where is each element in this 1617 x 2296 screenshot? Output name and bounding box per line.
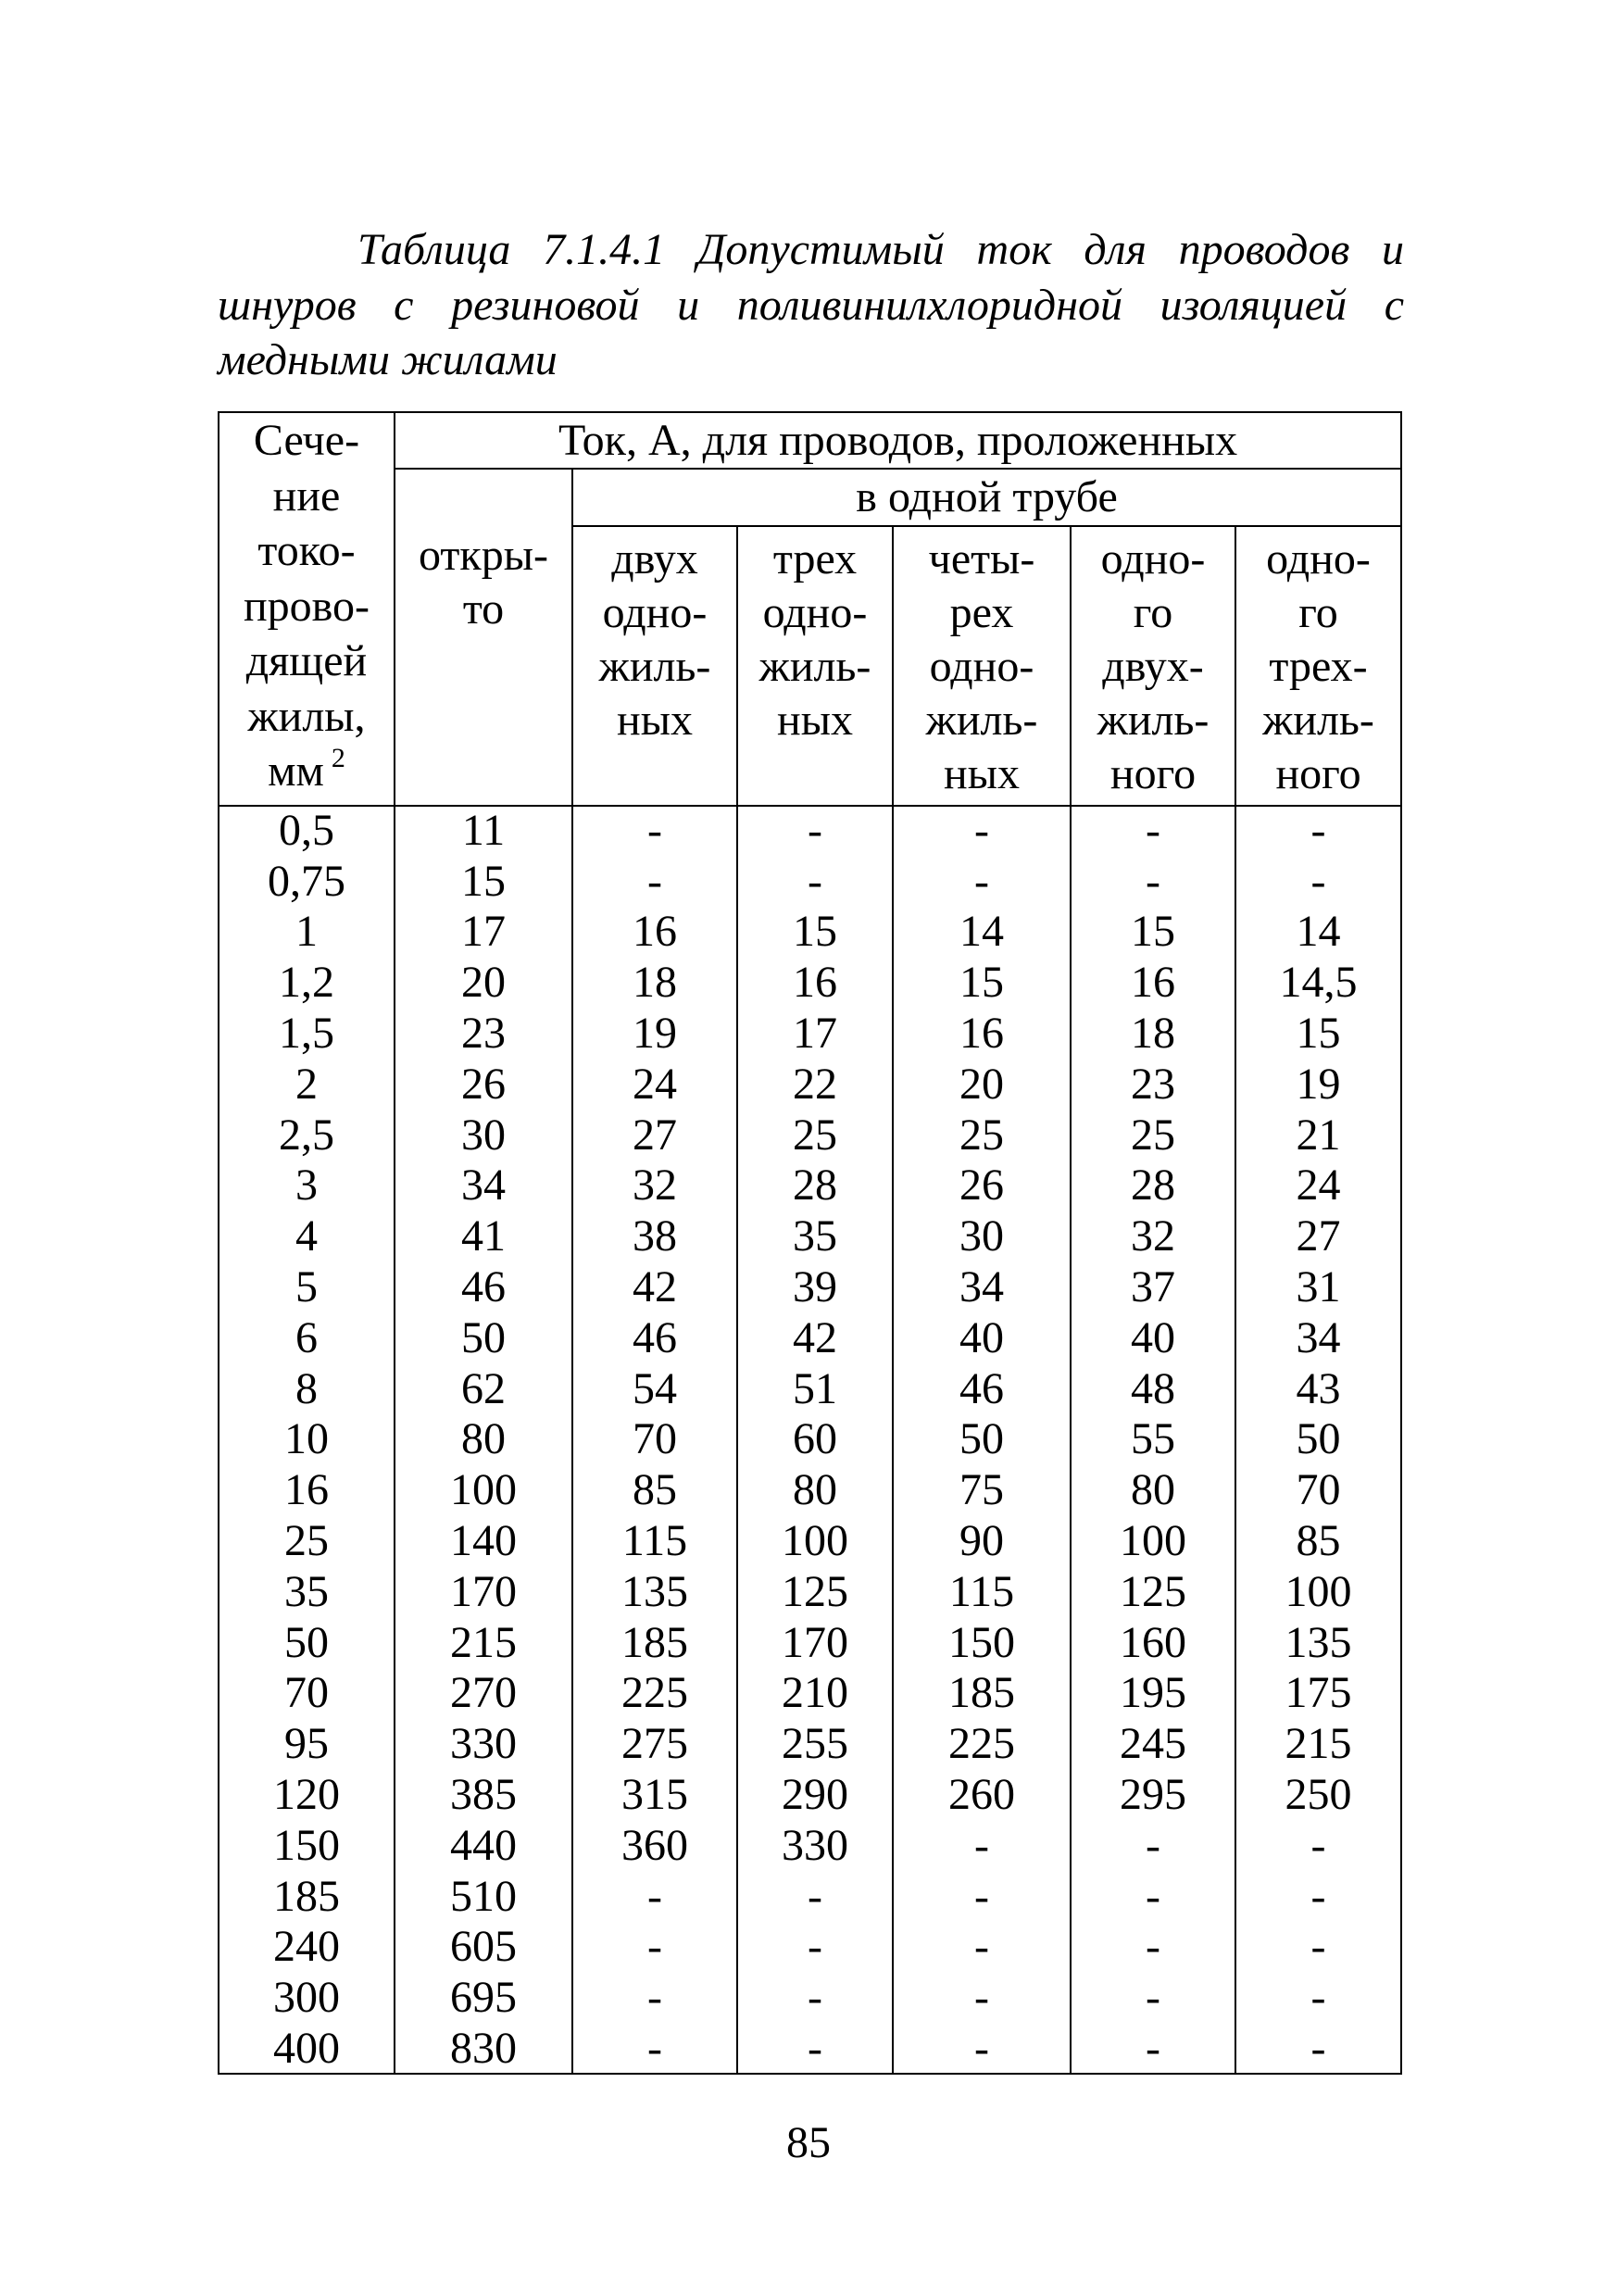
table-row: [219, 806, 1401, 857]
header-unit-line: [219, 744, 394, 805]
one-three-core-cell: 21: [1235, 1110, 1401, 1161]
open-wiring-cell: 170: [395, 1566, 572, 1617]
open-wiring-cell: 23: [395, 1009, 572, 1060]
header-line: откры-: [419, 531, 548, 580]
table-row: [219, 1262, 1401, 1313]
four-single-core-cell: 25: [893, 1110, 1071, 1161]
header-three-single-core: [737, 526, 893, 806]
one-two-core-cell: 32: [1071, 1211, 1235, 1262]
header-line: ние: [272, 470, 341, 521]
table-row: [219, 1363, 1401, 1414]
header-line: жиль-: [758, 641, 871, 691]
open-wiring-cell: 140: [395, 1516, 572, 1567]
header-line: трех: [772, 533, 858, 583]
header-two-single-core: [572, 526, 737, 806]
four-single-core-cell: 50: [893, 1414, 1071, 1465]
three-single-core-cell: 80: [737, 1465, 893, 1516]
one-two-core-cell: 195: [1071, 1668, 1235, 1719]
header-line: одно-: [929, 641, 1034, 691]
one-two-core-cell: 80: [1071, 1465, 1235, 1516]
four-single-core-cell: 40: [893, 1312, 1071, 1363]
cross-section-cell: 0,75: [219, 856, 395, 907]
one-two-core-cell: 28: [1071, 1161, 1235, 1211]
four-single-core-cell: 150: [893, 1617, 1071, 1668]
table-row: [219, 1719, 1401, 1770]
three-single-core-cell: -: [737, 2024, 893, 2075]
two-single-core-cell: 70: [572, 1414, 737, 1465]
one-three-core-cell: -: [1235, 806, 1401, 857]
four-single-core-cell: 115: [893, 1566, 1071, 1617]
four-single-core-cell: 75: [893, 1465, 1071, 1516]
three-single-core-cell: 17: [737, 1009, 893, 1060]
open-wiring-cell: 330: [395, 1719, 572, 1770]
table-row: [219, 1871, 1401, 1922]
four-single-core-cell: 46: [893, 1363, 1071, 1414]
four-single-core-cell: 30: [893, 1211, 1071, 1262]
table-row: [219, 1009, 1401, 1060]
four-single-core-cell: 225: [893, 1719, 1071, 1770]
header-line: го: [1298, 587, 1338, 637]
table-row: [219, 2024, 1401, 2075]
four-single-core-cell: 15: [893, 958, 1071, 1009]
four-single-core-cell: 90: [893, 1516, 1071, 1567]
cross-section-cell: 2: [219, 1059, 395, 1110]
two-single-core-cell: 27: [572, 1110, 737, 1161]
three-single-core-cell: 25: [737, 1110, 893, 1161]
one-two-core-cell: 295: [1071, 1770, 1235, 1821]
one-two-core-cell: -: [1071, 2024, 1235, 2075]
cross-section-cell: 6: [219, 1312, 395, 1363]
two-single-core-cell: 85: [572, 1465, 737, 1516]
table-row: [219, 1161, 1401, 1211]
cross-section-cell: 16: [219, 1465, 395, 1516]
header-line: Сече-: [253, 416, 360, 465]
one-three-core-cell: -: [1235, 856, 1401, 907]
header-line: ных: [944, 748, 1020, 798]
header-line: жиль-: [598, 641, 711, 691]
four-single-core-cell: 34: [893, 1262, 1071, 1313]
one-two-core-cell: 15: [1071, 907, 1235, 958]
two-single-core-cell: 360: [572, 1820, 737, 1871]
cross-section-cell: 10: [219, 1414, 395, 1465]
one-two-core-cell: 125: [1071, 1566, 1235, 1617]
cross-section-cell: 1,5: [219, 1009, 395, 1060]
one-three-core-cell: 43: [1235, 1363, 1401, 1414]
header-line: жиль-: [1097, 695, 1210, 745]
two-single-core-cell: -: [572, 856, 737, 907]
open-wiring-cell: 34: [395, 1161, 572, 1211]
open-wiring-cell: 46: [395, 1262, 572, 1313]
one-three-core-cell: 34: [1235, 1312, 1401, 1363]
header-line: четы-: [928, 533, 1035, 583]
header-one-three-core: [1235, 526, 1401, 806]
one-two-core-cell: 25: [1071, 1110, 1235, 1161]
header-line: ных: [617, 695, 693, 745]
two-single-core-cell: 24: [572, 1059, 737, 1110]
one-two-core-cell: 16: [1071, 958, 1235, 1009]
header-line: ных: [777, 695, 853, 745]
open-wiring-cell: 30: [395, 1110, 572, 1161]
two-single-core-cell: -: [572, 806, 737, 857]
one-two-core-cell: 245: [1071, 1719, 1235, 1770]
one-three-core-cell: 14,5: [1235, 958, 1401, 1009]
cross-section-cell: 1: [219, 907, 395, 958]
cross-section-cell: 185: [219, 1871, 395, 1922]
header-four-single-core: [893, 526, 1071, 806]
caption-line: медными жилами: [218, 335, 558, 384]
header-line: одно-: [1266, 533, 1371, 583]
two-single-core-cell: -: [572, 1871, 737, 1922]
open-wiring-cell: 100: [395, 1465, 572, 1516]
two-single-core-cell: 115: [572, 1516, 737, 1567]
open-wiring-cell: 62: [395, 1363, 572, 1414]
cross-section-cell: 50: [219, 1617, 395, 1668]
table-row: [219, 1110, 1401, 1161]
table-row: [219, 1211, 1401, 1262]
three-single-core-cell: -: [737, 1871, 893, 1922]
one-two-core-cell: -: [1071, 806, 1235, 857]
header-line: ного: [1109, 748, 1197, 798]
cross-section-cell: 120: [219, 1770, 395, 1821]
two-single-core-cell: 135: [572, 1566, 737, 1617]
cross-section-cell: 3: [219, 1161, 395, 1211]
table-row: [219, 1770, 1401, 1821]
three-single-core-cell: 210: [737, 1668, 893, 1719]
open-wiring-cell: 440: [395, 1820, 572, 1871]
three-single-core-cell: 125: [737, 1566, 893, 1617]
one-three-core-cell: 19: [1235, 1059, 1401, 1110]
cross-section-cell: 95: [219, 1719, 395, 1770]
three-single-core-cell: 39: [737, 1262, 893, 1313]
two-single-core-cell: 42: [572, 1262, 737, 1313]
one-two-core-cell: -: [1071, 1871, 1235, 1922]
one-two-core-cell: 160: [1071, 1617, 1235, 1668]
four-single-core-cell: -: [893, 1973, 1071, 2024]
three-single-core-cell: 22: [737, 1059, 893, 1110]
one-three-core-cell: 70: [1235, 1465, 1401, 1516]
header-line: го: [1133, 587, 1173, 637]
two-single-core-cell: 46: [572, 1312, 737, 1363]
cross-section-cell: 1,2: [219, 958, 395, 1009]
two-single-core-cell: -: [572, 1922, 737, 1973]
table-caption: [218, 222, 1404, 388]
three-single-core-cell: -: [737, 1922, 893, 1973]
cross-section-cell: 25: [219, 1516, 395, 1567]
two-single-core-cell: 18: [572, 958, 737, 1009]
one-three-core-cell: 50: [1235, 1414, 1401, 1465]
header-line: дящей: [245, 636, 368, 685]
four-single-core-cell: -: [893, 806, 1071, 857]
four-single-core-cell: -: [893, 1871, 1071, 1922]
table-header: [219, 412, 1401, 806]
three-single-core-cell: 28: [737, 1161, 893, 1211]
table-row: [219, 1922, 1401, 1973]
one-three-core-cell: -: [1235, 1922, 1401, 1973]
header-one-two-core: [1071, 526, 1235, 806]
table-row: [219, 1414, 1401, 1465]
cross-section-cell: 150: [219, 1820, 395, 1871]
unit-label: мм: [268, 747, 324, 796]
header-line: одно-: [762, 587, 868, 637]
open-wiring-cell: 830: [395, 2024, 572, 2075]
four-single-core-cell: -: [893, 1820, 1071, 1871]
cross-section-cell: 70: [219, 1668, 395, 1719]
table-row: [219, 1973, 1401, 2024]
cross-section-cell: 240: [219, 1922, 395, 1973]
two-single-core-cell: 38: [572, 1211, 737, 1262]
four-single-core-cell: 14: [893, 907, 1071, 958]
one-two-core-cell: 40: [1071, 1312, 1235, 1363]
table-row: [219, 958, 1401, 1009]
two-single-core-cell: 16: [572, 907, 737, 958]
three-single-core-cell: 255: [737, 1719, 893, 1770]
three-single-core-cell: 100: [737, 1516, 893, 1567]
three-single-core-cell: 170: [737, 1617, 893, 1668]
page-number: 85: [786, 2118, 831, 2167]
table-row: [219, 1668, 1401, 1719]
header-open-wiring: [395, 469, 572, 806]
one-three-core-cell: 175: [1235, 1668, 1401, 1719]
header-line: рех: [949, 587, 1014, 637]
open-wiring-cell: 50: [395, 1312, 572, 1363]
one-two-core-cell: 23: [1071, 1059, 1235, 1110]
table-row: [219, 1617, 1401, 1668]
two-single-core-cell: 185: [572, 1617, 737, 1668]
three-single-core-cell: 290: [737, 1770, 893, 1821]
four-single-core-cell: -: [893, 856, 1071, 907]
one-three-core-cell: 15: [1235, 1009, 1401, 1060]
open-wiring-cell: 26: [395, 1059, 572, 1110]
allowable-current-table: [218, 411, 1402, 2075]
header-line: одно-: [602, 587, 708, 637]
three-single-core-cell: 35: [737, 1211, 893, 1262]
table-row: [219, 1059, 1401, 1110]
header-line: одно-: [1100, 533, 1206, 583]
cross-section-cell: 0,5: [219, 806, 395, 857]
three-single-core-cell: 16: [737, 958, 893, 1009]
header-line: жиль-: [925, 695, 1038, 745]
two-single-core-cell: 54: [572, 1363, 737, 1414]
cross-section-cell: 35: [219, 1566, 395, 1617]
header-row: [219, 469, 1401, 526]
table-row: [219, 1566, 1401, 1617]
one-three-core-cell: -: [1235, 2024, 1401, 2075]
four-single-core-cell: 260: [893, 1770, 1071, 1821]
header-line: двух: [611, 533, 698, 583]
header-line: ного: [1275, 748, 1361, 798]
cross-section-cell: 2,5: [219, 1110, 395, 1161]
one-three-core-cell: 135: [1235, 1617, 1401, 1668]
three-single-core-cell: -: [737, 1973, 893, 2024]
one-three-core-cell: 250: [1235, 1770, 1401, 1821]
one-three-core-cell: 31: [1235, 1262, 1401, 1313]
three-single-core-cell: -: [737, 856, 893, 907]
one-two-core-cell: -: [1071, 1820, 1235, 1871]
one-two-core-cell: 55: [1071, 1414, 1235, 1465]
three-single-core-cell: 42: [737, 1312, 893, 1363]
two-single-core-cell: 315: [572, 1770, 737, 1821]
one-two-core-cell: 100: [1071, 1516, 1235, 1567]
three-single-core-cell: 51: [737, 1363, 893, 1414]
open-wiring-cell: 80: [395, 1414, 572, 1465]
one-two-core-cell: 18: [1071, 1009, 1235, 1060]
four-single-core-cell: 16: [893, 1009, 1071, 1060]
one-two-core-cell: -: [1071, 856, 1235, 907]
open-wiring-cell: 15: [395, 856, 572, 907]
one-three-core-cell: 100: [1235, 1566, 1401, 1617]
cross-section-cell: 5: [219, 1262, 395, 1313]
header-line: то: [462, 584, 505, 634]
two-single-core-cell: -: [572, 1973, 737, 2024]
two-single-core-cell: -: [572, 2024, 737, 2075]
two-single-core-cell: 275: [572, 1719, 737, 1770]
four-single-core-cell: 20: [893, 1059, 1071, 1110]
open-wiring-cell: 605: [395, 1922, 572, 1973]
header-line: жиль-: [1262, 695, 1374, 745]
one-three-core-cell: -: [1235, 1871, 1401, 1922]
cross-section-cell: 300: [219, 1973, 395, 2024]
two-single-core-cell: 225: [572, 1668, 737, 1719]
header-current-group: Ток, А, для проводов, проложенных: [395, 412, 1401, 469]
open-wiring-cell: 510: [395, 1871, 572, 1922]
header-line: жилы,: [247, 691, 366, 741]
one-two-core-cell: 37: [1071, 1262, 1235, 1313]
header-line: токо-: [257, 526, 356, 575]
one-three-core-cell: -: [1235, 1820, 1401, 1871]
open-wiring-cell: 41: [395, 1211, 572, 1262]
table-row: [219, 1820, 1401, 1871]
caption-line: Таблица 7.1.4.1 Допустимый ток для проводов и: [357, 225, 1404, 274]
two-single-core-cell: 19: [572, 1009, 737, 1060]
open-wiring-cell: 270: [395, 1668, 572, 1719]
header-cross-section: [219, 412, 395, 806]
header-line: прово-: [243, 581, 370, 631]
cross-section-cell: 400: [219, 2024, 395, 2075]
unit-exponent: 2: [331, 743, 345, 773]
header-line: двух-: [1102, 641, 1204, 691]
table-row: [219, 907, 1401, 958]
open-wiring-cell: 215: [395, 1617, 572, 1668]
three-single-core-cell: 60: [737, 1414, 893, 1465]
four-single-core-cell: 26: [893, 1161, 1071, 1211]
table-row: [219, 1465, 1401, 1516]
table-row: [219, 1312, 1401, 1363]
one-three-core-cell: 85: [1235, 1516, 1401, 1567]
three-single-core-cell: 330: [737, 1820, 893, 1871]
table-row: [219, 856, 1401, 907]
four-single-core-cell: -: [893, 1922, 1071, 1973]
two-single-core-cell: 32: [572, 1161, 737, 1211]
open-wiring-cell: 385: [395, 1770, 572, 1821]
header-in-one-pipe: в одной трубе: [572, 469, 1401, 526]
open-wiring-cell: 11: [395, 806, 572, 857]
one-three-core-cell: 27: [1235, 1211, 1401, 1262]
header-row: [219, 412, 1401, 469]
caption-line: шнуров с резиновой и поливинилхлоридной изоляцией с: [218, 280, 1404, 330]
open-wiring-cell: 17: [395, 907, 572, 958]
table-row: [219, 1516, 1401, 1567]
open-wiring-cell: 695: [395, 1973, 572, 2024]
one-two-core-cell: -: [1071, 1922, 1235, 1973]
three-single-core-cell: -: [737, 806, 893, 857]
cross-section-cell: 8: [219, 1363, 395, 1414]
table-body: [219, 806, 1401, 2075]
one-three-core-cell: 14: [1235, 907, 1401, 958]
header-line: трех-: [1269, 641, 1368, 691]
one-two-core-cell: -: [1071, 1973, 1235, 2024]
one-three-core-cell: 215: [1235, 1719, 1401, 1770]
one-three-core-cell: 24: [1235, 1161, 1401, 1211]
four-single-core-cell: -: [893, 2024, 1071, 2075]
one-three-core-cell: -: [1235, 1973, 1401, 2024]
cross-section-cell: 4: [219, 1211, 395, 1262]
one-two-core-cell: 48: [1071, 1363, 1235, 1414]
open-wiring-cell: 20: [395, 958, 572, 1009]
four-single-core-cell: 185: [893, 1668, 1071, 1719]
three-single-core-cell: 15: [737, 907, 893, 958]
